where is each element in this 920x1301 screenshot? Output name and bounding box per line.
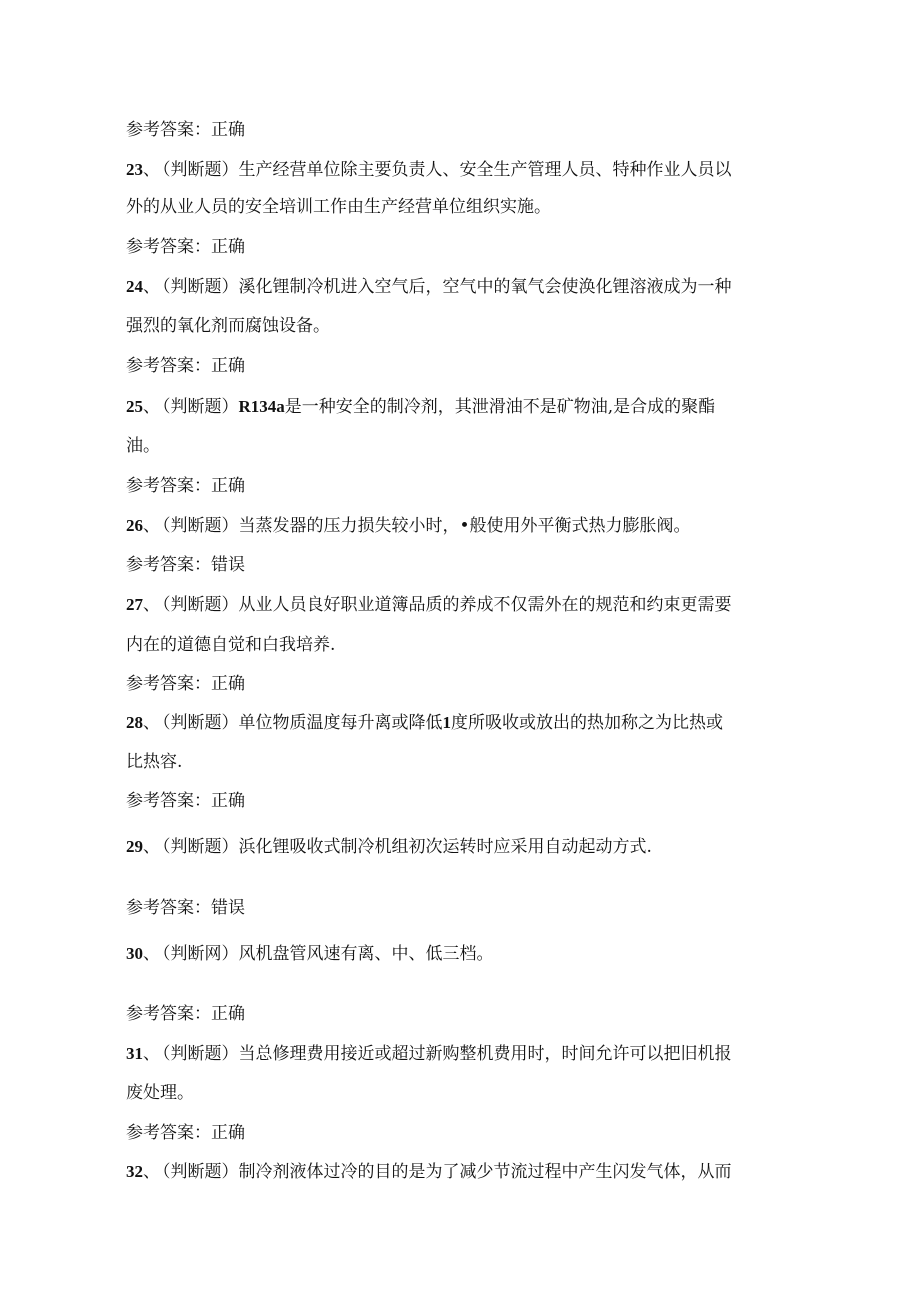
question-text: 风机盘管风速有离、中、低三档。 [238, 944, 494, 964]
question-32-line-1 [126, 1162, 806, 1182]
question-25-line-1 [126, 397, 806, 417]
answer-line [126, 356, 806, 376]
question-text: 度所吸收或放出的热加称之为比热或 [451, 713, 723, 733]
question-29-line-1 [126, 837, 806, 857]
answer-line [126, 237, 806, 257]
question-type-label: （判断题） [162, 160, 239, 180]
refrigerant-code: R134a [238, 397, 285, 416]
question-text: 废处理。 [126, 1083, 194, 1103]
question-31-line-1 [126, 1044, 806, 1064]
question-text: 内在的道德自觉和白我培养. [126, 635, 336, 655]
question-text: 油。 [126, 436, 160, 456]
question-24-line-1 [126, 277, 806, 297]
question-text: 生产经营单位除主要负责人、安全生产管理人员、特种作业人员以 [238, 160, 732, 180]
question-number: 25 [126, 397, 143, 416]
question-type-label: （判断题） [162, 713, 239, 733]
answer-prefix: 参考答案： [126, 674, 211, 694]
answer-value: 错误 [211, 555, 245, 575]
answer-value: 正确 [211, 356, 245, 376]
answer-line [126, 674, 806, 694]
question-text: 浜化锂吸收式制冷机组初次运转时应采用自动起动方式. [238, 837, 652, 857]
question-separator: 、 [143, 595, 160, 615]
question-number: 32 [126, 1162, 143, 1181]
question-24-line-2 [126, 316, 806, 336]
question-text: 是一种安全的制冷剂，其泄滑油不是矿物油,是合成的聚酯 [284, 397, 716, 417]
answer-prefix: 参考答案： [126, 898, 211, 918]
answer-line [126, 898, 806, 918]
question-type-label: （判断题） [162, 1044, 239, 1064]
question-separator: 、 [143, 1162, 160, 1182]
question-number: 28 [126, 713, 143, 732]
answer-value: 正确 [211, 476, 245, 496]
question-text: 强烈的氧化剂而腐蚀设备。 [126, 316, 330, 336]
question-text: 当总修理费用接近或超过新购整机费用时，时间允许可以把旧机报 [238, 1044, 732, 1064]
question-number: 31 [126, 1044, 143, 1063]
answer-line [126, 1123, 806, 1143]
answer-value: 正确 [211, 1004, 245, 1024]
answer-value: 正确 [211, 1123, 245, 1143]
answer-prefix: 参考答案： [126, 356, 211, 376]
question-type-label: （判断网） [162, 944, 239, 964]
answer-value: 正确 [211, 791, 245, 811]
question-text: 溪化锂制冷机进入空气后，空气中的氧气会使涣化锂溶液成为一种 [238, 277, 732, 297]
question-separator: 、 [143, 713, 160, 733]
question-text: 从业人员良好职业道簿品质的养成不仅需外在的规范和约束更需要 [238, 595, 732, 615]
answer-line [126, 791, 806, 811]
answer-line [126, 555, 806, 575]
question-number: 27 [126, 595, 143, 614]
question-27-line-1 [126, 595, 806, 615]
question-separator: 、 [143, 397, 160, 417]
answer-prefix: 参考答案： [126, 120, 211, 140]
question-type-label: （判断题） [162, 277, 239, 297]
answer-value: 正确 [211, 120, 245, 140]
question-type-label: （判断题） [162, 595, 239, 615]
question-type-label: （判断题） [162, 397, 239, 417]
question-number: 24 [126, 277, 143, 296]
question-23-line-2 [126, 197, 806, 217]
question-25-line-2 [126, 436, 806, 456]
question-28-line-1 [126, 713, 806, 733]
answer-prefix: 参考答案： [126, 237, 211, 257]
question-number: 23 [126, 160, 143, 179]
question-type-label: （判断题） [162, 1162, 239, 1182]
question-number: 29 [126, 837, 143, 856]
question-separator: 、 [143, 516, 160, 536]
question-31-line-2 [126, 1083, 806, 1103]
answer-value: 正确 [211, 674, 245, 694]
answer-line [126, 1004, 806, 1024]
answer-prefix: 参考答案： [126, 1004, 211, 1024]
question-text: 当蒸发器的压力损失较小时，•般使用外平衡式热力膨胀阀。 [238, 516, 691, 536]
answer-line [126, 120, 806, 140]
question-separator: 、 [143, 1044, 160, 1064]
question-text: 单位物质温度每升离或降低 [238, 713, 443, 733]
question-number: 30 [126, 944, 143, 963]
question-text: 制冷剂液体过冷的目的是为了减少节流过程中产生闪发气体，从而 [238, 1162, 732, 1182]
answer-line [126, 476, 806, 496]
question-text: 外的从业人员的安全培训工作由生产经营单位组织实施。 [126, 197, 551, 217]
question-type-label: （判断题） [162, 837, 239, 857]
question-27-line-2 [126, 635, 806, 655]
question-separator: 、 [143, 160, 160, 180]
question-separator: 、 [143, 277, 160, 297]
question-26-line-1 [126, 516, 806, 536]
question-type-label: （判断题） [162, 516, 239, 536]
answer-prefix: 参考答案： [126, 791, 211, 811]
degree-number: 1 [442, 713, 451, 732]
question-30-line-1 [126, 944, 806, 964]
answer-value: 正确 [211, 237, 245, 257]
question-23-line-1 [126, 160, 806, 180]
question-separator: 、 [143, 837, 160, 857]
question-separator: 、 [143, 944, 160, 964]
answer-prefix: 参考答案： [126, 1123, 211, 1143]
question-text: 比热容. [126, 752, 183, 772]
answer-value: 错误 [211, 898, 245, 918]
question-28-line-2 [126, 752, 806, 772]
answer-prefix: 参考答案： [126, 555, 211, 575]
question-number: 26 [126, 516, 143, 535]
answer-prefix: 参考答案： [126, 476, 211, 496]
